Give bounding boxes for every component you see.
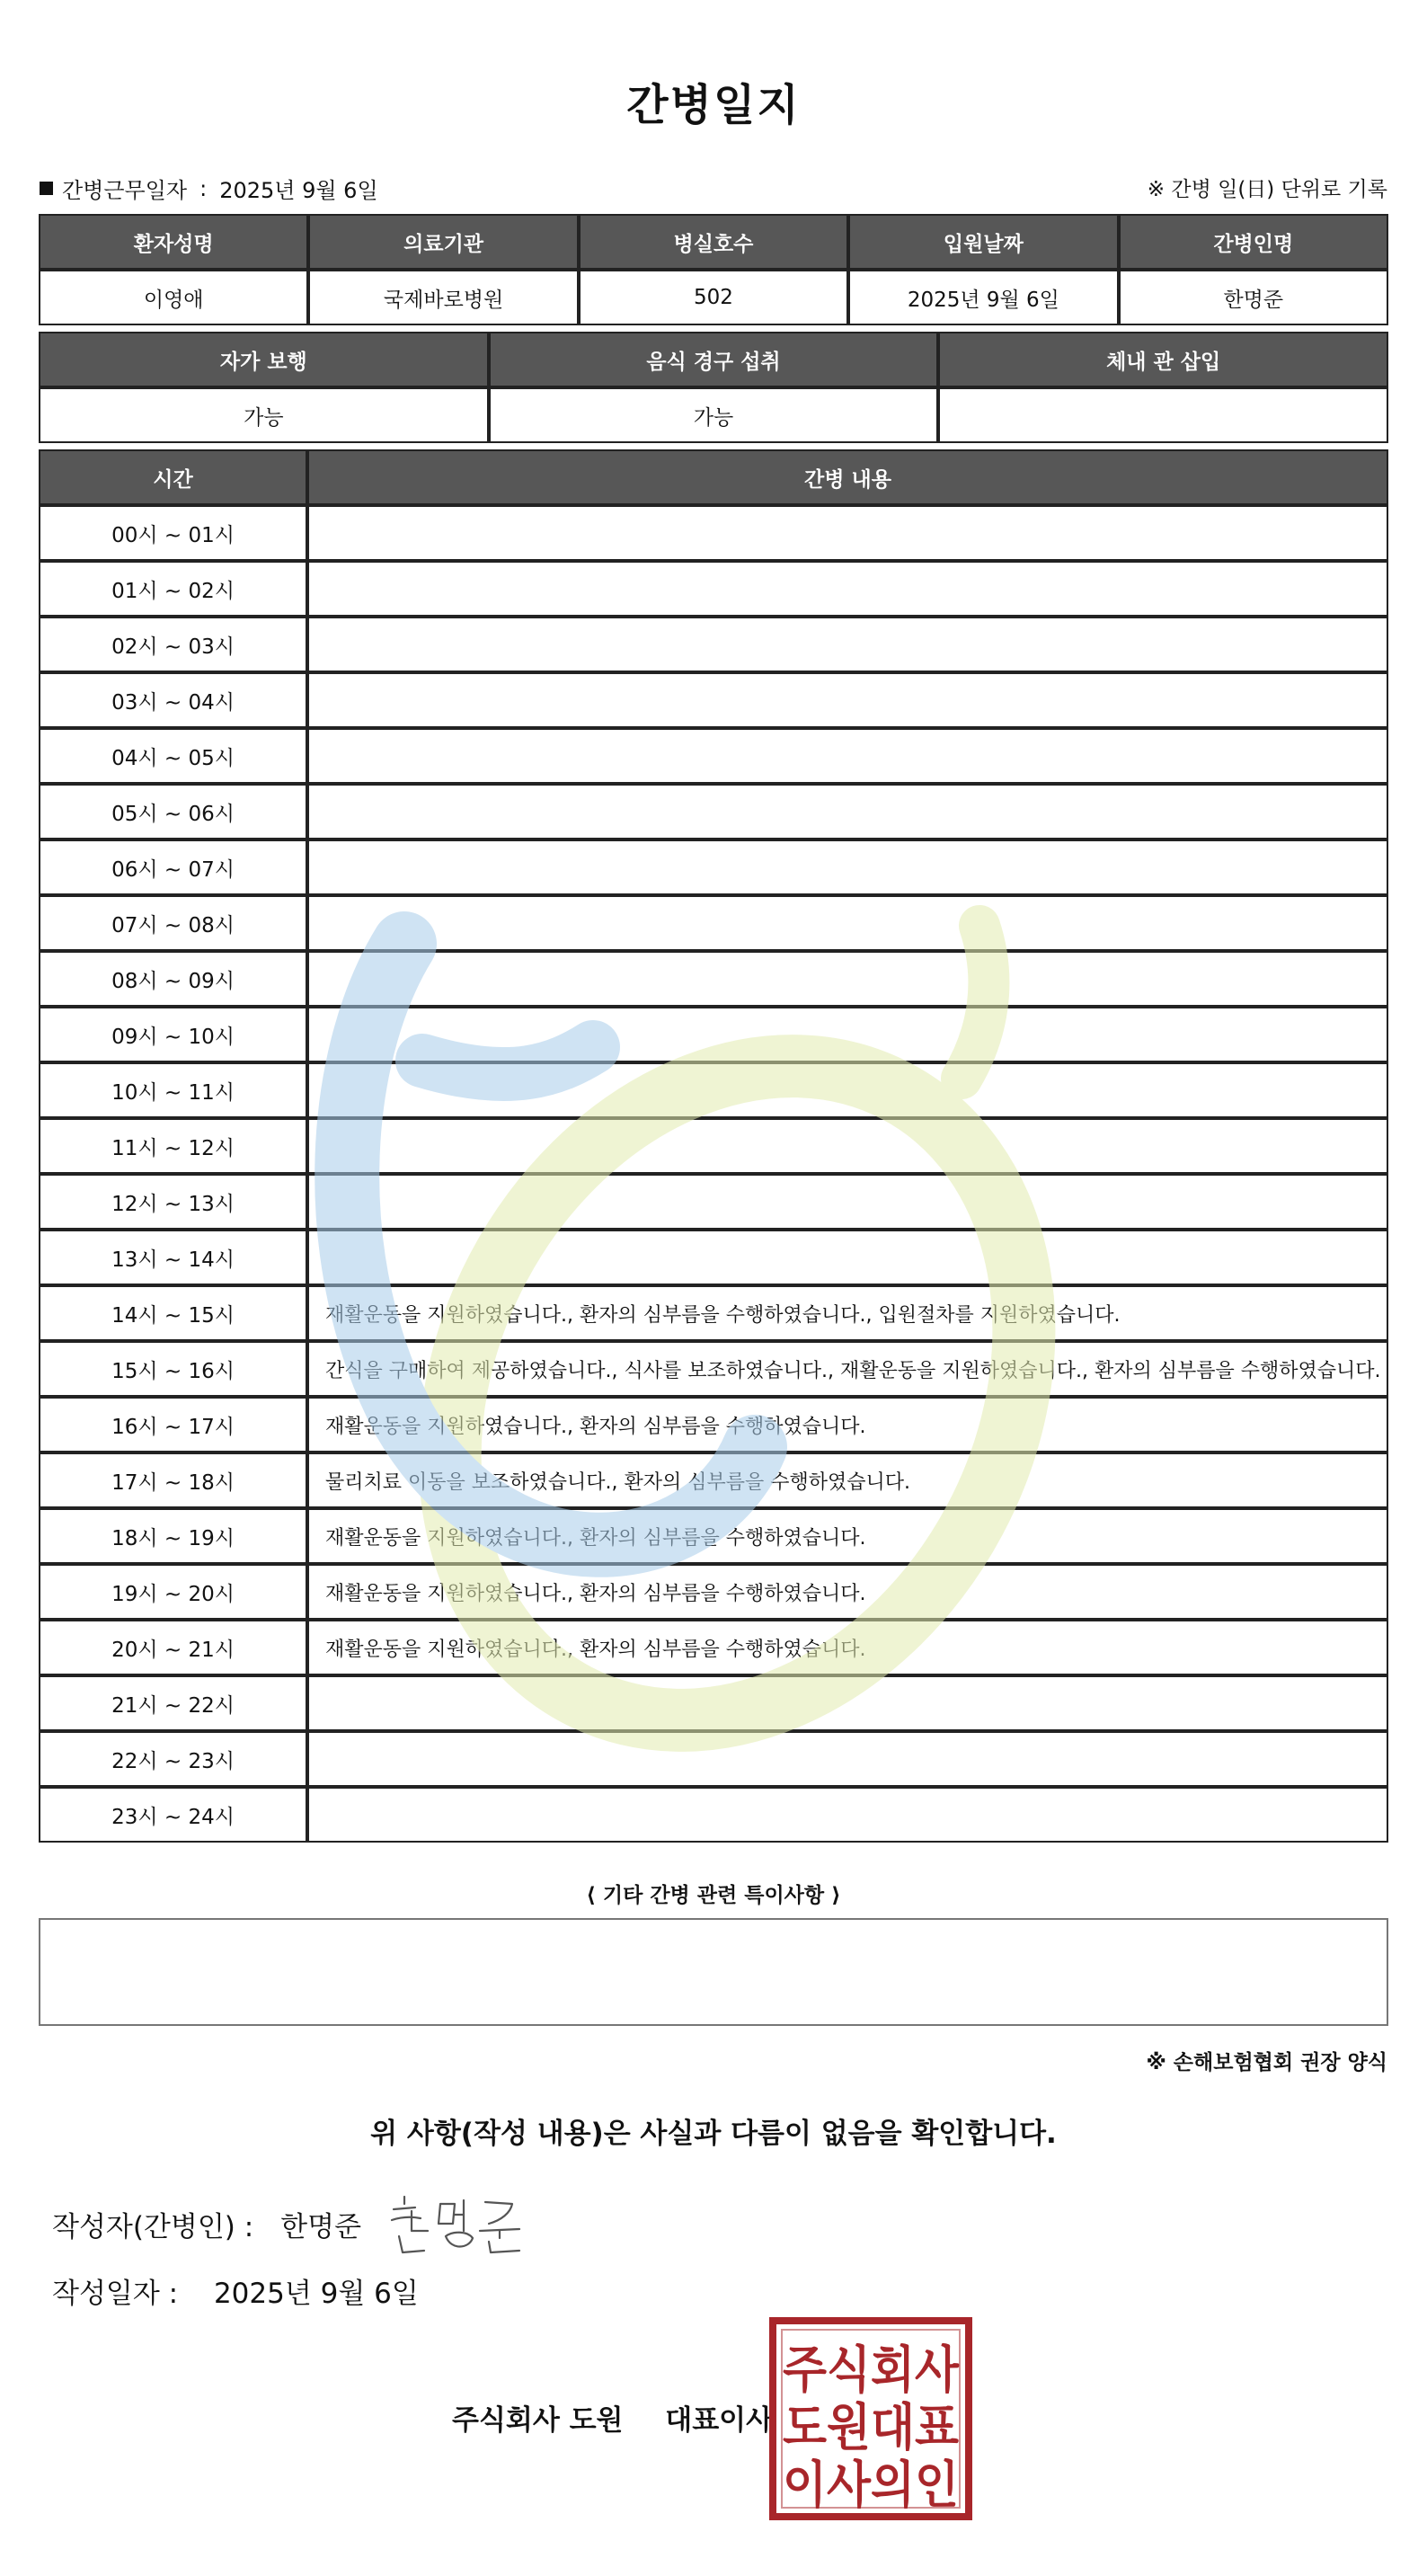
- company-title: 대표이사: [665, 2404, 774, 2437]
- header-hospital: 의료기관: [308, 214, 578, 270]
- care-log-time: 18시 ~ 19시: [39, 1508, 307, 1564]
- room-number-value: 502: [579, 270, 848, 325]
- care-log-row: [39, 951, 1388, 1007]
- header-patient-name: 환자성명: [39, 214, 308, 270]
- work-date: [40, 173, 378, 204]
- care-log-content: [307, 1230, 1388, 1285]
- header-tube-insertion: 체내 관 삽입: [938, 332, 1388, 387]
- work-date-separator: :: [199, 175, 208, 201]
- care-log-table: [39, 449, 1388, 1843]
- care-log-content: 재활운동을 지원하였습니다., 환자의 심부름을 수행하였습니다.: [307, 1564, 1388, 1620]
- care-log-time: 12시 ~ 13시: [39, 1174, 307, 1230]
- self-walking-value: 가능: [39, 387, 489, 443]
- company-name: 주식회사 도원: [452, 2404, 624, 2437]
- care-log-time: 01시 ~ 02시: [39, 561, 307, 617]
- care-log-content: [307, 1007, 1388, 1062]
- care-log-row: [39, 505, 1388, 561]
- care-log-content: 재활운동을 지원하였습니다., 환자의 심부름을 수행하였습니다.: [307, 1397, 1388, 1452]
- care-log-content: 재활운동을 지원하였습니다., 환자의 심부름을 수행하였습니다.: [307, 1620, 1388, 1675]
- header-oral-intake: 음식 경구 섭취: [489, 332, 939, 387]
- care-log-body: [39, 505, 1388, 1843]
- seal-line-3: 이사의인: [783, 2456, 959, 2515]
- care-log-time: 07시 ~ 08시: [39, 895, 307, 951]
- patient-status-value-row: [39, 387, 1388, 443]
- care-log-row: [39, 1174, 1388, 1230]
- care-log-content: [307, 1062, 1388, 1118]
- patient-status-header-row: [39, 332, 1388, 387]
- header-caregiver-name: 간병인명: [1119, 214, 1388, 270]
- care-log-time: 22시 ~ 23시: [39, 1731, 307, 1787]
- header-admission-date: 입원날짜: [848, 214, 1118, 270]
- care-log-header-row: [39, 449, 1388, 505]
- writer-name: 한명준: [280, 2211, 362, 2243]
- care-log-time: 15시 ~ 16시: [39, 1341, 307, 1397]
- care-log-content: [307, 1675, 1388, 1731]
- care-log-row: [39, 895, 1388, 951]
- care-log-time: 06시 ~ 07시: [39, 839, 307, 895]
- written-date-line: [52, 2270, 419, 2311]
- care-log-time: 14시 ~ 15시: [39, 1285, 307, 1341]
- remarks-title: ⟨ 기타 간병 관련 특이사항 ⟩: [586, 1884, 841, 1907]
- care-log-time: 11시 ~ 12시: [39, 1118, 307, 1174]
- remarks-box: [39, 1918, 1388, 2026]
- care-log-content: [307, 1118, 1388, 1174]
- care-log-row: [39, 1452, 1388, 1508]
- writer-line: [52, 2204, 361, 2244]
- care-log-row: [39, 1620, 1388, 1675]
- care-log-time: 02시 ~ 03시: [39, 617, 307, 672]
- care-log-row: [39, 1675, 1388, 1731]
- care-log-content: 재활운동을 지원하였습니다., 환자의 심부름을 수행하였습니다., 입원절차를 지원하였습니다.: [307, 1285, 1388, 1341]
- care-log-content: [307, 839, 1388, 895]
- page-title: 간병일지: [626, 80, 801, 130]
- care-log-content: [307, 1731, 1388, 1787]
- care-log-row: [39, 672, 1388, 728]
- care-log-content: [307, 951, 1388, 1007]
- care-log-time: 00시 ~ 01시: [39, 505, 307, 561]
- patient-info-value-row: [39, 270, 1388, 325]
- care-log-content: [307, 561, 1388, 617]
- signature-icon: [385, 2184, 537, 2256]
- seal-line-2: 도원대표: [783, 2399, 959, 2457]
- patient-name-value: 이영애: [39, 270, 308, 325]
- care-log-row: [39, 1731, 1388, 1787]
- care-log-time: 23시 ~ 24시: [39, 1787, 307, 1843]
- care-log-row: [39, 617, 1388, 672]
- care-log-content: [307, 728, 1388, 784]
- hospital-value: 국제바로병원: [308, 270, 578, 325]
- patient-info-table: [39, 214, 1388, 325]
- confirmation-statement: 위 사항(작성 내용)은 사실과 다름이 없음을 확인합니다.: [370, 2118, 1057, 2150]
- work-date-value: 2025년 9월 6일: [219, 178, 378, 203]
- header-self-walking: 자가 보행: [39, 332, 489, 387]
- care-log-row: [39, 784, 1388, 839]
- care-log-row: [39, 1007, 1388, 1062]
- header-room-number: 병실호수: [579, 214, 848, 270]
- patient-info-header-row: [39, 214, 1388, 270]
- care-log-row: [39, 1564, 1388, 1620]
- writer-label: 작성자(간병인) :: [52, 2211, 254, 2243]
- care-log-row: [39, 1230, 1388, 1285]
- seal-line-1: 주식회사: [783, 2341, 960, 2400]
- care-log-row: [39, 561, 1388, 617]
- care-log-row: [39, 1397, 1388, 1452]
- care-log-time: 19시 ~ 20시: [39, 1564, 307, 1620]
- company-line: [452, 2397, 773, 2438]
- care-log-content: [307, 672, 1388, 728]
- care-log-time: 08시 ~ 09시: [39, 951, 307, 1007]
- care-log-content: [307, 895, 1388, 951]
- care-log-time: 17시 ~ 18시: [39, 1452, 307, 1508]
- written-date-label: 작성일자 :: [52, 2278, 179, 2310]
- care-log-time: 03시 ~ 04시: [39, 672, 307, 728]
- care-log-content: [307, 505, 1388, 561]
- care-log-row: [39, 1118, 1388, 1174]
- care-log-row: [39, 728, 1388, 784]
- care-log-content: [307, 1174, 1388, 1230]
- care-log-row: [39, 839, 1388, 895]
- care-log-time: 04시 ~ 05시: [39, 728, 307, 784]
- care-log-time: 21시 ~ 22시: [39, 1675, 307, 1731]
- care-log-time: 09시 ~ 10시: [39, 1007, 307, 1062]
- care-log-row: [39, 1787, 1388, 1843]
- work-date-label: 간병근무일자: [62, 178, 188, 203]
- care-log-content: 재활운동을 지원하였습니다., 환자의 심부름을 수행하였습니다.: [307, 1508, 1388, 1564]
- association-note: ※ 손해보험협회 권장 양식: [1146, 2051, 1387, 2074]
- care-log-content: [307, 617, 1388, 672]
- care-log-content: 간식을 구매하여 제공하였습니다., 식사를 보조하였습니다., 재활운동을 지원하였습니다., 환자의 심부름을 수행하였습니다.: [307, 1341, 1388, 1397]
- care-log-content: [307, 1787, 1388, 1843]
- care-log-time: 20시 ~ 21시: [39, 1620, 307, 1675]
- patient-status-table: [39, 332, 1388, 443]
- header-care-content: 간병 내용: [307, 449, 1388, 505]
- company-seal-icon: [769, 2317, 972, 2520]
- care-log-content: 물리치료 이동을 보조하였습니다., 환자의 심부름을 수행하였습니다.: [307, 1452, 1388, 1508]
- care-log-time: 16시 ~ 17시: [39, 1397, 307, 1452]
- care-log-time: 05시 ~ 06시: [39, 784, 307, 839]
- header-time: 시간: [39, 449, 307, 505]
- caregiver-name-value: 한명준: [1119, 270, 1388, 325]
- oral-intake-value: 가능: [489, 387, 939, 443]
- tube-insertion-value: [938, 387, 1388, 443]
- care-log-content: [307, 784, 1388, 839]
- admission-date-value: 2025년 9월 6일: [848, 270, 1118, 325]
- bullet-square-icon: [40, 182, 53, 195]
- written-date-value: 2025년 9월 6일: [213, 2278, 419, 2310]
- care-log-row: [39, 1508, 1388, 1564]
- care-log-row: [39, 1341, 1388, 1397]
- care-log-row: [39, 1285, 1388, 1341]
- care-log-time: 13시 ~ 14시: [39, 1230, 307, 1285]
- care-log-time: 10시 ~ 11시: [39, 1062, 307, 1118]
- care-log-row: [39, 1062, 1388, 1118]
- record-note: ※ 간병 일(日) 단위로 기록: [1147, 178, 1387, 201]
